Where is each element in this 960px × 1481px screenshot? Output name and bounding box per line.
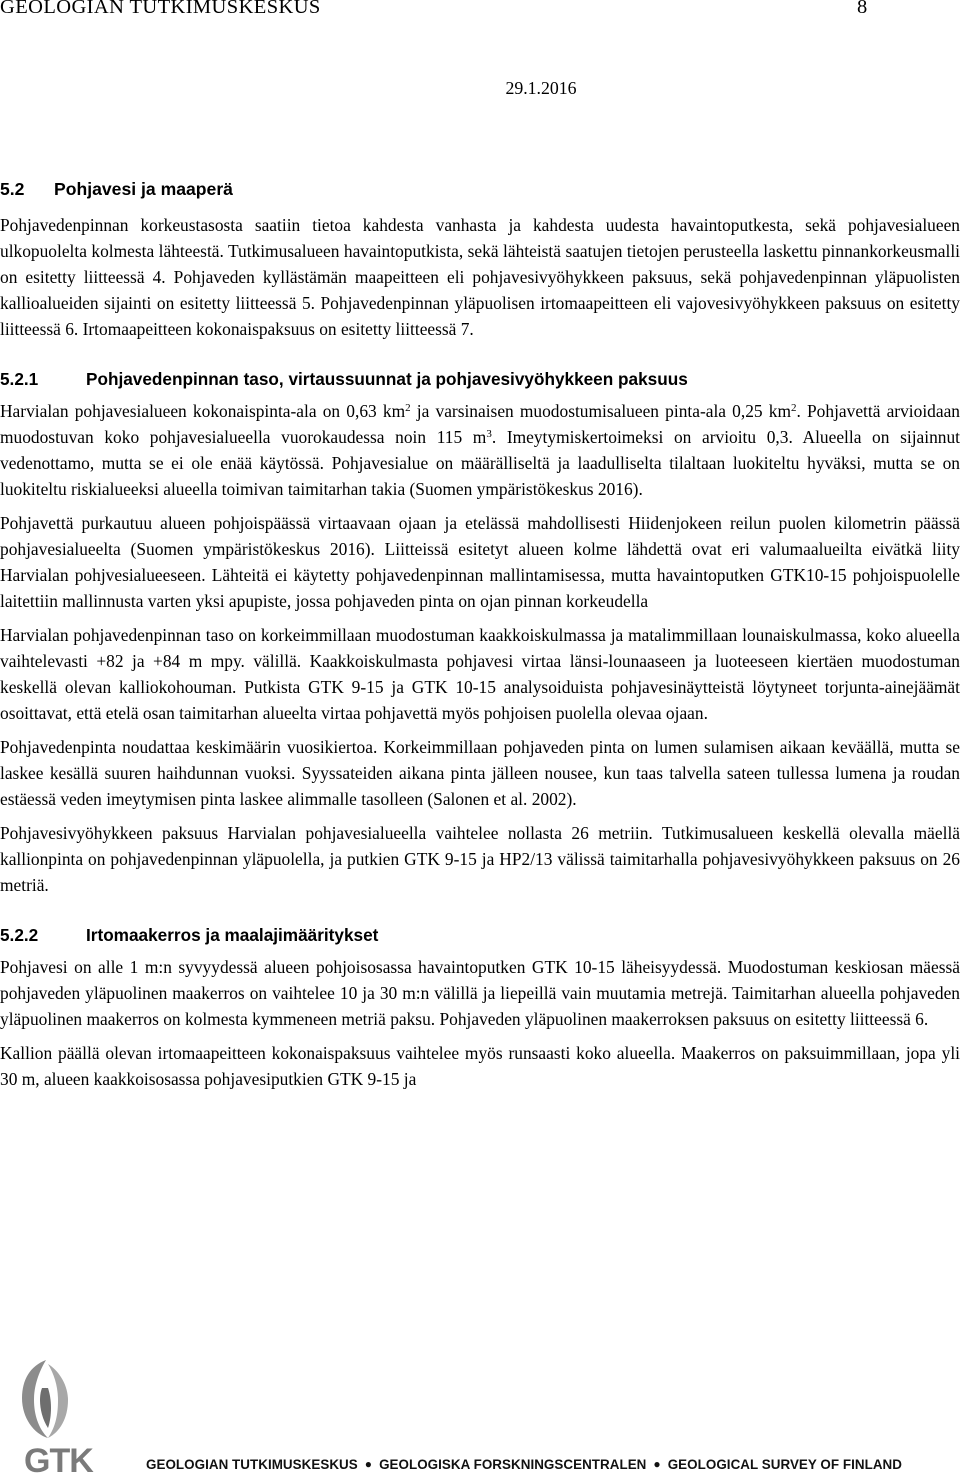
footer-institution-names	[146, 1457, 902, 1472]
page-footer	[0, 1358, 960, 1480]
bullet-icon: ●	[364, 1457, 373, 1471]
subsection-heading-2	[0, 922, 960, 948]
footer-name-en: GEOLOGICAL SURVEY OF FINLAND	[667, 1457, 902, 1472]
subsection-number-1: 5.2.1	[0, 369, 39, 389]
section-intro-paragraph: Pohjavedenpinnan korkeustasosta saatiin tietoa kahdesta vanhasta ja kahdesta uudesta havaintoputkesta, sekä pohjavesialueen ulkopuolelta kolmesta lähteestä. Tutkimusalueen havaintoputkista, sekä lähteistä saatujen tietojen perusteella laskettu pinnankorkeusmalli on esitetty liitteessä 4. Pohjaveden kyllästämän maapeitteen eli pohjavesivyöhykkeen paksuus, sekä pohjavedenpinnan yläpuolisten kallioalueiden sijainti on esitetty liitteessä 5. Pohjavedenpinnan yläpuolisen irtomaapeitteen eli vajovesivyöhykkeen paksuus on esitetty liitteessä 6. Irtomaapeitteen kokonaispaksuus on esitetty liitteessä 7.	[0, 215, 960, 339]
section-spacer	[0, 350, 960, 366]
subsection-heading-1	[0, 366, 960, 392]
paragraph-area-text-c: . Pohjavettä arvioidaan muodostuvan koko pohjavesialueella vuorokaudessa noin 115 m	[0, 401, 960, 447]
paragraph-soil-thickness: Kallion päällä olevan irtomaapeitteen kokonaispaksuus vaihtelee myös runsaasti koko alueella. Maakerros on paksuimmillaan, jopa yli 30 m, alueen kaakkoisosassa pohjavesiputkien GTK 9-15 ja	[0, 1043, 960, 1089]
section-title: Pohjavesi ja maaperä	[54, 179, 233, 199]
gtk-logo-icon	[18, 1358, 74, 1442]
subsection-number-2: 5.2.2	[0, 925, 39, 945]
superscript-2: 2	[405, 402, 411, 414]
paragraph-area	[0, 398, 960, 502]
paragraph-area-text-b: ja varsinaisen muodostumisalueen pinta-ala 0,25 km	[410, 401, 791, 421]
section-heading	[0, 176, 960, 202]
paragraph-discharge: Pohjavettä purkautuu alueen pohjoispäässä virtaavaan ojaan ja etelässä mahdollisesti Hiidenjokeen reilun puolen kilometrin päässä pohjavesialueelta (Suomen ympäristökeskus 2016). Liitteissä esitetyt alueen kolme lähdettä ovat eri valumaalueilta eivätkä liity Harvialan pohjvesialueeseen. Lähteitä ei käytetty pohjavedenpinnan mallintamisessa, mutta havaintoputken GTK10-15 pohjoispuolelle laitettiin mallinnusta varten yksi apupiste, jossa pohjaveden pinta on ojan pinnan korkeudella	[0, 513, 960, 611]
subsection-title-2: Irtomaakerros ja maalajimääritykset	[86, 925, 379, 945]
bullet-icon: ●	[653, 1457, 661, 1471]
section-number: 5.2	[0, 179, 25, 199]
subsection-title-1: Pohjavedenpinnan taso, virtaussuunnat ja pohjavesivyöhykkeen paksuus	[86, 369, 688, 389]
page-header	[0, 0, 960, 98]
footer-name-sv: GEOLOGISKA FORSKNINGSCENTRALEN	[379, 1457, 647, 1472]
footer-name-fi: GEOLOGIAN TUTKIMUSKESKUS	[146, 1457, 358, 1472]
paragraph-zone-thickness: Pohjavesivyöhykkeen paksuus Harvialan pohjavesialueella vaihtelee nollasta 26 metriin. Tutkimusalueen keskellä olevalla mäellä kallionpinta on pohjavedenpinnan yläpuolella, ja putkien GTK 9-15 ja HP2/13 välissä taimitarhalla pohjavesivyöhykkeen paksuus on 26 metriä.	[0, 823, 960, 895]
gtk-logo-text: GTK	[24, 1442, 93, 1480]
header-page-number: 8	[857, 0, 868, 18]
section-spacer	[0, 906, 960, 922]
document-body	[0, 176, 960, 1100]
superscript-2: 2	[791, 402, 797, 414]
paragraph-area-text-d: . Imeytymiskertoimeksi on arvioitu 0,3. Alueella on sijainnut vedenottamo, mutta se ei ole enää käytössä. Pohjavesialue on määrälliseltä ja laadulliselta tilaltaan luokiteltu hyväksi, mutta se on luokiteltu riskialueeksi alueella toimivan taimitarhan takia (Suomen ympäristökeskus 2016).	[0, 427, 960, 499]
superscript-3: 3	[486, 428, 492, 440]
paragraph-area-text-a: Harvialan pohjavesialueen kokonaispinta-ala on 0,63 km	[0, 401, 406, 421]
header-date: 29.1.2016	[505, 78, 577, 98]
header-organization: GEOLOGIAN TUTKIMUSKESKUS	[0, 0, 321, 18]
paragraph-annual-cycle: Pohjavedenpinta noudattaa keskimäärin vuosikiertoa. Korkeimmillaan pohjaveden pinta on lumen sulamisen aikaan keväällä, mutta se laskee kesällä suuren haihdunnan vuoksi. Syyssateiden aikana pinta jälleen nousee, kun taas talvella sateen tullessa lumena ja roudan estäessä veden imeytymisen pinta laskee alimmalle tasolleen (Salonen et al. 2002).	[0, 737, 960, 809]
paragraph-groundwater-depth: Pohjavesi on alle 1 m:n syvyydessä alueen pohjoisosassa havaintoputken GTK 10-15 läheisyydessä. Muodostuman keskiosan mäessä pohjaveden yläpuolinen maakerros on vaihtelee 10 ja 30 m:n välillä ja liepeillä vain muutamia metrejä. Taimitarhan alueella pohjaveden yläpuolinen maakerros on kolmesta kymmeneen metriä paksu. Pohjaveden yläpuolinen maakerroksen paksuus on esitetty liitteessä 6.	[0, 957, 960, 1029]
paragraph-flow-direction: Harvialan pohjavedenpinnan taso on korkeimmillaan muodostuman kaakkoiskulmassa ja matalimmillaan lounaiskulmassa, koko alueella vaihtelevasti +82 ja +84 m mpy. välillä. Kaakkoiskulmasta pohjavesi virtaa länsi-lounaaseen ja luoteeseen kiertäen muodostuman keskellä olevan kalliokohouman. Putkista GTK 9-15 ja GTK 10-15 analysoiduista pohjavesinäytteistä löytyneet torjunta-ainejäämät osoittavat, että etelä osan taimitarhan alueelta virtaa pohjavettä myös pohjoisen puolella olevaa ojaan.	[0, 625, 960, 723]
